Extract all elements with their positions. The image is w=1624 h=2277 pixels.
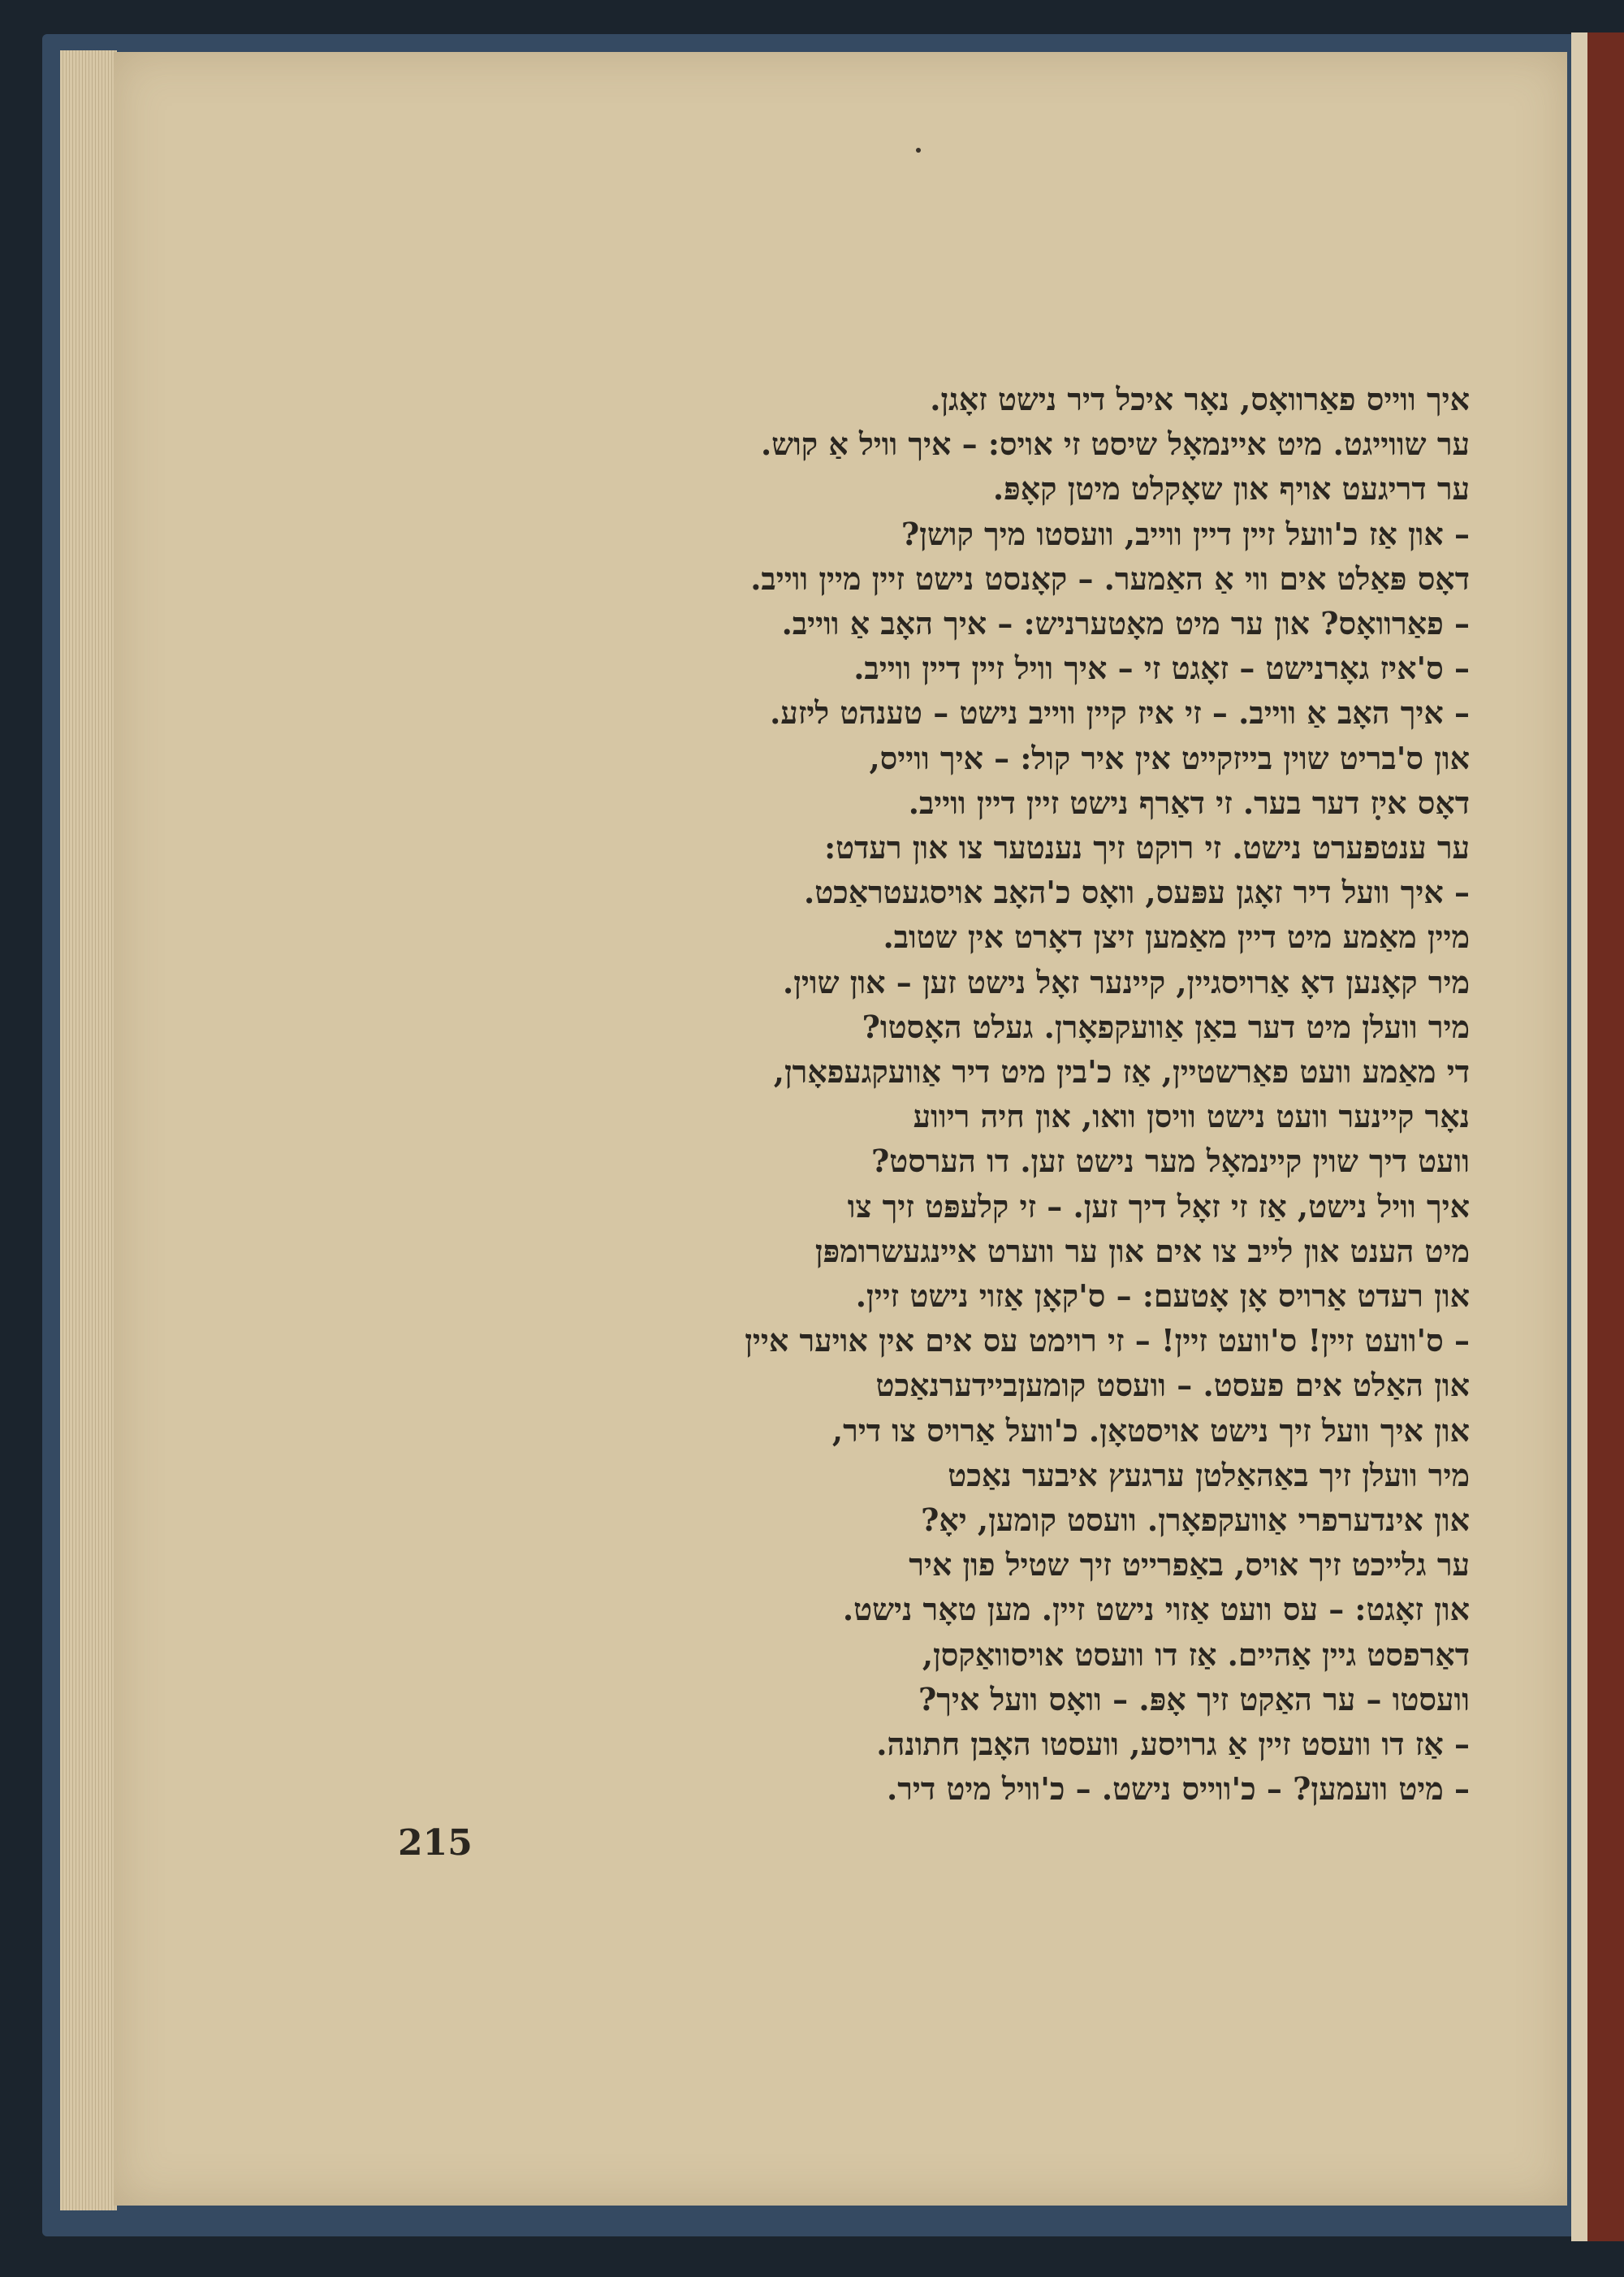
text-line: – מיט וועמען? – כ'ווייס נישט. – כ'וויל מיט דיר. (886, 1770, 1470, 1808)
book-page (114, 52, 1567, 2206)
text-line: און האַלט אים פעסט. – וועסט קומעןביידערנאַכט (875, 1367, 1470, 1404)
text-line: – און אַז כ'וועל זיין דיין ווייב, וועסטו מיך קושן? (901, 515, 1470, 552)
text-line: ער דריגעט אויף און שאָקלט מיטן קאָפּ. (992, 470, 1470, 508)
text-line: איך ווייס פאַרוואָס, נאָר איכל דיר נישט זאָגן. (930, 381, 1470, 417)
page-number: 215 (398, 1822, 473, 1864)
text-line: און רעדט אַרויס אָן אָטעם: – ס'קאָן אַזוי נישט זיין. (855, 1277, 1470, 1314)
text-line: ער שווייגט. מיט איינמאָל שיסט זי אויס: – איך וויל אַ קוש. (760, 426, 1470, 463)
text-line: – אַז דו וועסט זיין אַ גרויסע, וועסטו האָבן חתונה. (876, 1726, 1470, 1762)
text-line: וועט דיך שוין קיינמאָל מער נישט זען. דו הערסט? (871, 1143, 1470, 1180)
text-line: און אינדערפרי אַוועקפאָרן. וועסט קומען, יאָ? (921, 1501, 1470, 1538)
text-line: – איך האָב אַ ווייב. – זי איז קיין ווייב נישט – טענהט ליזע. (770, 694, 1470, 732)
text-line: ער גלייכט זיך אויס, באַפרייט זיך שטיל פון איר (909, 1546, 1470, 1584)
text-line: וועסטו – ער האַקט זיך אָפּ. – וואָס וועל איך? (918, 1680, 1470, 1717)
text-line: דאַרפסט גיין אַהיים. אַז דו וועסט אויסוואַקסן, (922, 1635, 1470, 1673)
text-line: – פאַרוואָס? און ער מיט מאָטערניש: – איך האָב אַ ווייב. (781, 605, 1470, 642)
text-line: – איך וועל דיר זאָגן עפּעס, וואָס כ'האָב אויסגעטראַכט. (803, 874, 1470, 911)
text-line: נאָר קיינער וועט נישט וויסן וואו, און חיה ריווע (913, 1098, 1470, 1135)
text-line: מיט הענט און לייב צו אים און ער ווערט איינגעשרומפּן (814, 1232, 1470, 1269)
facing-page-edge (1571, 32, 1587, 2241)
text-line: ער ענטפערט נישט. זי רוקט זיך נענטער צו און רעדט: (824, 829, 1470, 866)
page-text (114, 52, 1567, 2206)
text-line: מיר קאָנען דאָ אַרויסגיין, קיינער זאָל נישט זען – און שוין. (782, 963, 1470, 1000)
text-line: – ס'וועט זיין! ס'וועט זיין! – זי רוימט עס אים אין אויער איין (745, 1322, 1470, 1359)
text-line: – ס'איז גאָרנישט – זאָגט זי – איך וויל זיין דיין ווייב. (853, 650, 1470, 687)
text-line: איך וויל נישט, אַז זי זאָל דיך זען. – זי קלעפּט זיך צו (847, 1187, 1470, 1225)
text-line: מיר וועלן מיט דער באַן אַוועקפאָרן. געלט האָסטו? (862, 1008, 1470, 1045)
text-line: מיין מאַמע מיט דיין מאַמען זיצן דאָרט אין שטוב. (883, 918, 1470, 956)
text-line: דאָס פּאַלט אים ווי אַ האַמער. – קאָנסט נישט זיין מיין ווייב. (750, 560, 1470, 597)
page-block-edges (60, 50, 117, 2210)
text-line: און זאָגט: – עס וועט אַזוי נישט זיין. מען טאָר נישט. (842, 1591, 1470, 1628)
text-line: די מאַמע וועט פאַרשטיין, אַז כ'בין מיט דיר אַוועקגעפאָרן, (773, 1053, 1470, 1090)
text-line: און איך וועל זיך נישט אויסטאָן. כ'וועל אַרויס צו דיר, (831, 1411, 1470, 1449)
text-line: מיר וועלן זיך באַהאַלטן ערגעץ איבער נאַכט (948, 1456, 1470, 1493)
text-line: און ס'בריט שוין בייזקייט אין איר קול: – איך ווייס, (869, 739, 1470, 776)
text-line: דאָס איז דער בער. זי דאַרף נישט זיין דיין ווייב. (908, 784, 1470, 821)
